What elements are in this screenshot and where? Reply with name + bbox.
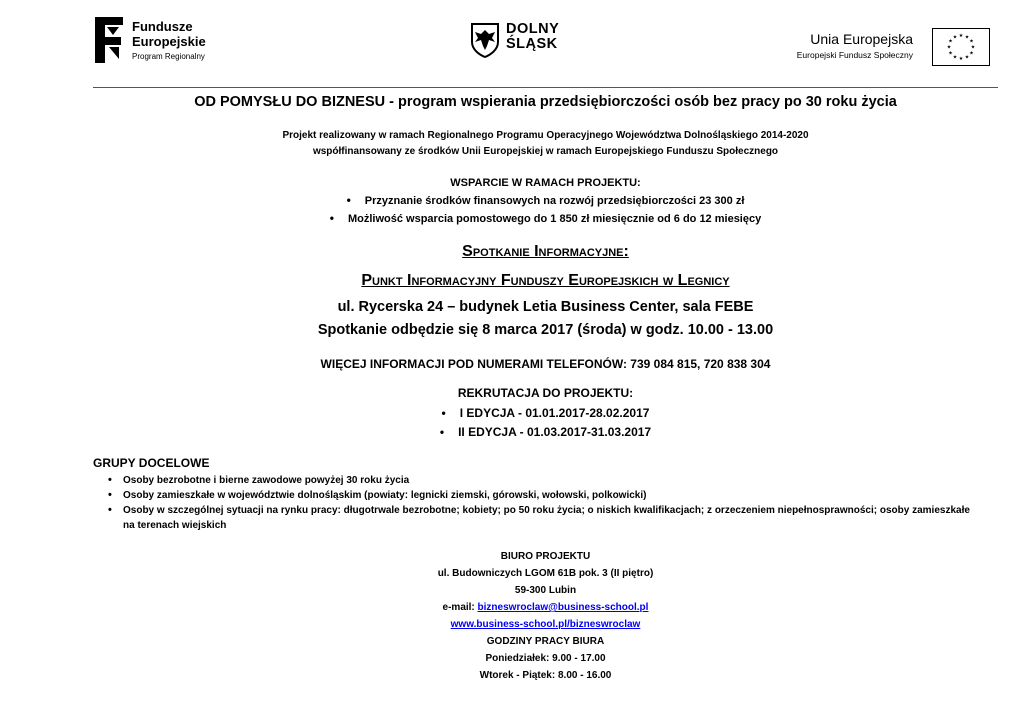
meeting-place-text: Punkt Informacyjny Funduszy Europejskich w Legnicy bbox=[361, 272, 730, 289]
recruitment-item: • I EDYCJA - 01.01.2017-28.02.2017 bbox=[93, 404, 998, 423]
header-divider bbox=[93, 87, 998, 88]
support-list bbox=[93, 192, 998, 228]
hours-weekday-2: Wtorek - Piątek: 8.00 - 16.00 bbox=[479, 670, 612, 681]
dolny-slask-logo bbox=[470, 20, 574, 62]
website-link[interactable]: www.business-school.pl/bizneswroclaw bbox=[450, 619, 641, 630]
svg-text:★: ★ bbox=[969, 38, 974, 45]
office-city: 59-300 Lubin bbox=[514, 585, 577, 596]
recruitment-item: • II EDYCJA - 01.03.2017-31.03.2017 bbox=[93, 423, 998, 442]
svg-text:★: ★ bbox=[958, 33, 964, 39]
recruitment-list bbox=[93, 404, 998, 442]
eagle-shield-icon bbox=[470, 22, 500, 58]
eu-subtitle: Europejski Fundusz Społeczny bbox=[796, 50, 913, 60]
svg-text:★: ★ bbox=[969, 50, 974, 57]
fundusze-europejskie-emblem-icon bbox=[93, 15, 127, 65]
ds-line-1: DOLNY bbox=[506, 21, 560, 37]
project-info bbox=[93, 128, 998, 160]
svg-text:★: ★ bbox=[952, 54, 958, 61]
project-line-1: Projekt realizowany w ramach Regionalnego Programu Operacyjnego Województwa Dolnośląskiego 2014-2020 bbox=[282, 130, 809, 141]
hours-weekday-1: Poniedziałek: 9.00 - 17.00 bbox=[485, 653, 606, 664]
svg-text:★: ★ bbox=[970, 44, 976, 51]
email-link[interactable]: bizneswroclaw@business-school.pl bbox=[477, 602, 649, 613]
svg-text:★: ★ bbox=[946, 44, 952, 51]
svg-text:★: ★ bbox=[964, 34, 970, 41]
email-label: e-mail: bbox=[442, 602, 478, 613]
meeting-place bbox=[93, 272, 998, 290]
project-office bbox=[93, 548, 998, 684]
groups-item: • Osoby w szczególnej sytuacji na rynku pracy: długotrwale bezrobotne; kobiety; po 50 roku życia; o niskich kwalifikacjach; z orzeczeniem niepełnosprawności; osoby zamieszkałe na terenach wiejskich bbox=[123, 503, 983, 533]
office-street: ul. Budowniczych LGOM 61B pok. 3 (II piętro) bbox=[437, 568, 654, 579]
eu-title: Unia Europejska bbox=[810, 31, 913, 47]
office-email-row bbox=[93, 599, 998, 616]
svg-text:★: ★ bbox=[948, 50, 953, 57]
office-website-row bbox=[93, 616, 998, 633]
support-item: • Możliwość wsparcia pomostowego do 1 850 zł miesięcznie od 6 do 12 miesięcy bbox=[93, 210, 998, 228]
groups-heading: GRUPY DOCELOWE bbox=[93, 456, 210, 470]
support-heading: WSPARCIE W RAMACH PROJEKTU: bbox=[450, 177, 641, 189]
groups-item: • Osoby zamieszkałe w województwie dolnośląskim (powiaty: legnicki ziemski, górowski, wołowski, polkowicki) bbox=[123, 488, 983, 503]
eu-flag-icon bbox=[932, 28, 990, 66]
svg-text:★: ★ bbox=[952, 34, 958, 41]
ds-wordmark bbox=[506, 22, 559, 52]
fe-line-2: Europejskie bbox=[132, 34, 206, 49]
office-heading: BIURO PROJEKTU bbox=[500, 551, 591, 562]
recruitment-heading: REKRUTACJA DO PROJEKTU: bbox=[457, 386, 634, 400]
fundusze-europejskie-logo bbox=[93, 15, 233, 67]
support-item: • Przyznanie środków finansowych na rozwój przedsiębiorczości 23 300 zł bbox=[93, 192, 998, 210]
svg-text:★: ★ bbox=[958, 56, 964, 62]
page-title: OD POMYSŁU DO BIZNESU - program wspierania przedsiębiorczości osób bez pracy po 30 roku życia bbox=[194, 94, 897, 110]
groups-list bbox=[93, 473, 983, 533]
meeting-address: ul. Rycerska 24 – budynek Letia Business Center, sala FEBE bbox=[337, 299, 754, 315]
svg-text:★: ★ bbox=[948, 38, 953, 45]
hours-heading: GODZINY PRACY BIURA bbox=[486, 636, 605, 647]
phone-info: WIĘCEJ INFORMACJI POD NUMERAMI TELEFONÓW: 739 084 815, 720 838 304 bbox=[320, 357, 771, 371]
meeting-heading-text: Spotkanie Informacyjne: bbox=[462, 243, 629, 260]
meeting-heading bbox=[93, 243, 998, 261]
fe-line-3: Program Regionalny bbox=[132, 52, 205, 61]
eu-logo-block bbox=[780, 28, 990, 68]
svg-text:★: ★ bbox=[964, 54, 970, 61]
fe-line-1: Fundusze bbox=[132, 19, 193, 34]
project-line-2: współfinansowany ze środków Unii Europejskiej w ramach Europejskiego Funduszu Społecznego bbox=[312, 146, 779, 157]
meeting-date: Spotkanie odbędzie się 8 marca 2017 (środa) w godz. 10.00 - 13.00 bbox=[317, 322, 774, 338]
groups-item: • Osoby bezrobotne i bierne zawodowe powyżej 30 roku życia bbox=[123, 473, 983, 488]
ds-line-2: ŚLĄSK bbox=[506, 36, 558, 52]
